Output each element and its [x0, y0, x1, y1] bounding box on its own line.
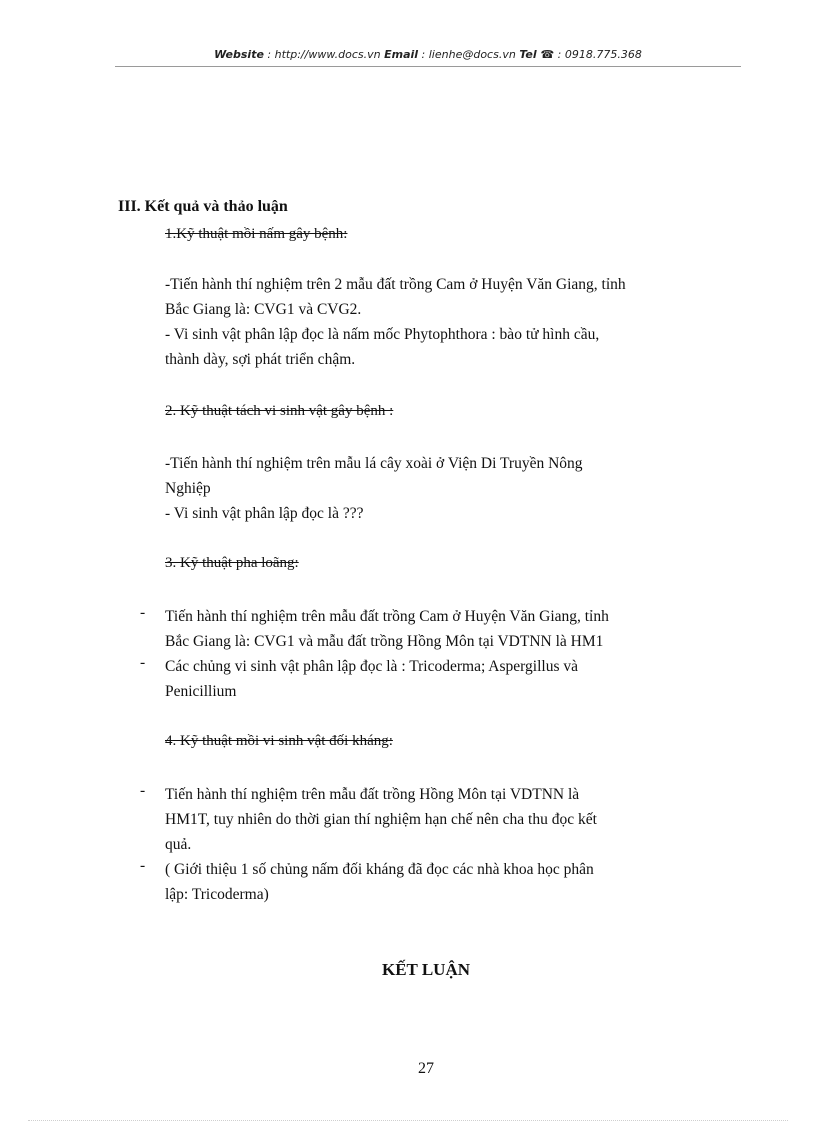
bullet-4-1-line-3: quả.: [165, 836, 192, 853]
paragraph-2-line-1: -Tiến hành thí nghiệm trên mẫu lá cây xoài ở Viện Di Truyền Nông: [165, 455, 583, 472]
tel-label: Tel ☎: [519, 48, 555, 61]
bullet-3-1-line-2: Bắc Giang là: CVG1 và mẫu đất trồng Hồng Môn tại VDTNN là HM1: [165, 633, 604, 650]
bullet-3-1-line-1: Tiến hành thí nghiệm trên mẫu đất trồng Cam ở Huyện Văn Giang, tỉnh: [165, 608, 609, 625]
conclusion-heading: KẾT LUẬN: [381, 960, 470, 979]
paragraph-1-line-2: Bắc Giang là: CVG1 và CVG2.: [165, 301, 362, 318]
subsection-heading-1: 1.Kỹ thuật mồi nấm gây bệnh:: [165, 226, 348, 242]
bullet-4-1-line-1: Tiến hành thí nghiệm trên mẫu đất trồng Hồng Môn tại VDTNN là: [165, 786, 580, 803]
bullet-dash: -: [140, 782, 146, 799]
footer-divider: [28, 1120, 788, 1121]
bullet-4-1-line-2: HM1T, tuy nhiên do thời gian thí nghiệm hạn chế nên cha thu đọc kết: [165, 811, 597, 828]
header-divider: [115, 66, 741, 67]
bullet-3-2-line-2: Penicillium: [165, 683, 237, 700]
bullet-dash: -: [140, 604, 146, 621]
paragraph-2-line-2: Nghiệp: [165, 480, 211, 497]
paragraph-1-line-4: thành dày, sợi phát triển chậm.: [165, 351, 356, 368]
paragraph-1-line-3: - Vi sinh vật phân lập đọc là nấm mốc Phytophthora : bào tử hình cầu,: [165, 326, 600, 343]
paragraph-2-line-3: - Vi sinh vật phân lập đọc là ???: [165, 505, 364, 522]
bullet-4-2-line-1: ( Giới thiệu 1 số chủng nấm đối kháng đã đọc các nhà khoa học phân: [165, 861, 594, 878]
website-label: Website: [214, 48, 264, 61]
email-label: Email: [384, 48, 419, 61]
page-header: [115, 48, 741, 61]
tel-value: : 0918.775.368: [554, 48, 642, 61]
bullet-dash: -: [140, 654, 146, 671]
page-number: 27: [418, 1060, 434, 1077]
website-value: : http://www.docs.vn: [263, 48, 385, 61]
bullet-4-2-line-2: lập: Tricoderma): [165, 886, 269, 903]
email-value: : lienhe@docs.vn: [418, 48, 520, 61]
bullet-3-2-line-1: Các chủng vi sinh vật phân lập đọc là : Tricoderma; Aspergillus và: [165, 658, 578, 675]
paragraph-1-line-1: -Tiến hành thí nghiệm trên 2 mẫu đất trồng Cam ở Huyện Văn Giang, tỉnh: [165, 276, 626, 293]
section-title: III. Kết quả và thảo luận: [118, 198, 288, 215]
subsection-heading-4: 4. Kỹ thuật mồi vi sinh vật đối kháng:: [165, 733, 393, 749]
subsection-heading-3: 3. Kỹ thuật pha loãng:: [165, 555, 299, 571]
bullet-dash: -: [140, 857, 146, 874]
subsection-heading-2: 2. Kỹ thuật tách vi sinh vật gây bệnh :: [165, 403, 394, 419]
